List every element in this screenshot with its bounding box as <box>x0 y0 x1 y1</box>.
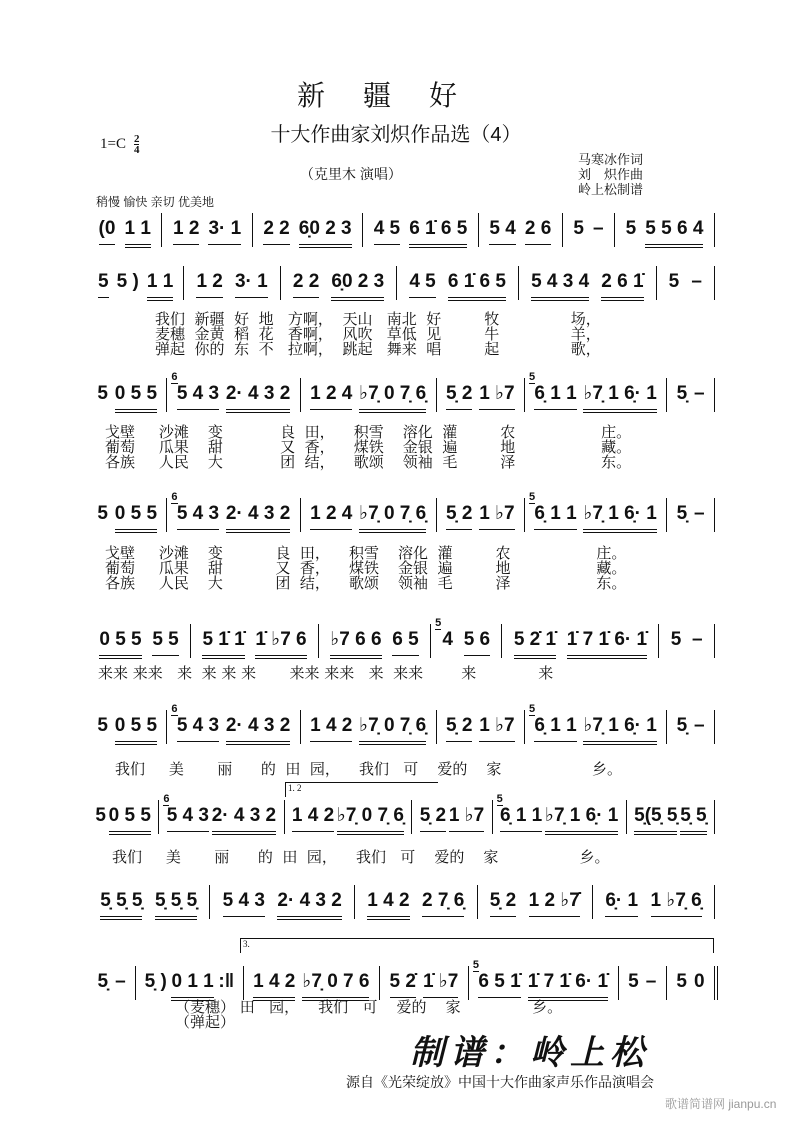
measure <box>524 703 666 744</box>
note-group: 5̣ <box>676 383 688 404</box>
arranger: 岭上松制谱 <box>578 182 644 197</box>
grace-note: 6 <box>171 703 178 715</box>
note-group: 1 ♭7̣ 6̣ <box>651 889 702 917</box>
note-group: 1 ♭7 <box>449 804 484 832</box>
measure <box>300 378 436 412</box>
note-group: 4 <box>442 629 453 650</box>
note-group: 5 2̇ 1̇ <box>514 628 556 659</box>
note-group: 5̣ <box>97 971 109 992</box>
arranger-signature: 制谱：岭上松 <box>410 1033 650 1073</box>
note-group: 2 2 <box>293 270 319 298</box>
measure <box>135 966 242 1000</box>
tempo-marking: 稍慢 愉快 亲切 优美地 <box>96 195 215 209</box>
measure <box>524 371 666 412</box>
note-group: – <box>691 271 702 292</box>
note-group: 5 5 6 4 <box>645 217 703 248</box>
lyric-line: 我们 美 丽 的 田 园， 我们 可 爱的 家 乡。 <box>112 848 610 866</box>
measure <box>468 959 618 1000</box>
note-group: 6̣ 1 1 <box>500 804 542 832</box>
lyric-line: 葡萄 瓜果 甜 又 香， 煤铁 金银 遍 地 藏。 <box>105 559 627 577</box>
note-group: 6̣ 1 1 <box>534 714 576 742</box>
note-group: 5 <box>95 805 106 826</box>
note-group: – <box>694 715 705 736</box>
measure <box>362 213 478 247</box>
grace-note: 6 <box>171 371 178 383</box>
measure <box>280 266 396 300</box>
note-group: 1 4 2 <box>310 714 352 742</box>
measure <box>618 966 666 1000</box>
song-title: 新疆好 <box>296 79 495 112</box>
note-group: 0 1 1 <box>171 970 213 1001</box>
note-group: 0 5 5 <box>115 714 157 745</box>
measure <box>209 885 354 919</box>
note-group: 1 4 2 <box>367 889 409 920</box>
note-group: 5 4 3 <box>177 502 219 530</box>
note-group: 5̣ 5̣ 5̣ <box>100 889 142 920</box>
note-group: 5 4 3 4 <box>531 270 589 301</box>
composer: 刘 炽作曲 <box>578 167 644 182</box>
measure <box>436 710 524 744</box>
measure <box>88 710 166 744</box>
note-group: 5̣ ) <box>144 971 167 992</box>
note-group: 6 5 1̇ <box>478 970 520 998</box>
watermark: 歌谱简谱网 jianpu.cn <box>665 1097 777 1111</box>
measure <box>562 213 614 247</box>
key: 1=C <box>100 135 126 152</box>
measure <box>88 800 158 834</box>
note-group: 4 5 <box>409 270 435 298</box>
measure <box>666 966 714 1000</box>
measure <box>158 793 283 834</box>
note-group: 5 6 <box>464 628 490 656</box>
note-group: 1 ♭7 <box>479 502 514 530</box>
note-group: 5̣ <box>676 503 688 524</box>
measure <box>411 800 491 834</box>
time-top: 2 <box>133 133 140 145</box>
note-group: 1 ♭7 <box>479 382 514 410</box>
note-group: 1 2 4 <box>310 382 352 410</box>
note-group: 6 1̇ 6 5 <box>409 217 467 248</box>
measure <box>666 378 714 412</box>
measure <box>518 266 656 300</box>
measure <box>88 498 166 532</box>
note-group: 5 <box>625 218 637 239</box>
staff-row <box>88 703 715 744</box>
note-group: 2 7̣ 6̣ <box>422 889 464 917</box>
note-group: 1 ♭7 <box>479 714 514 742</box>
note-group: ♭7̣ 0 7̣ 6̣ <box>359 502 426 533</box>
note-group: 1 1 <box>125 217 151 248</box>
note-group: 5 <box>98 270 109 298</box>
measure <box>284 800 412 834</box>
subtitle: 十大作曲家刘炽作品选（4） <box>270 124 522 146</box>
note-group: 5 <box>97 383 108 404</box>
note-group: 5 <box>668 271 680 292</box>
lyric-line: 弹起 你的 东 不 拉啊， 跳起 舞来 唱 起 歌， <box>155 340 601 358</box>
measure <box>166 703 299 744</box>
staff-row <box>88 491 715 532</box>
lyric-line: 来来 来来 来 来 来 来 来来 来来 来 来来 来 来 <box>98 664 554 682</box>
measure <box>501 624 658 658</box>
lyric-line: 我们 美 丽 的 田 园， 我们 可 爱的 家 乡。 <box>115 760 623 778</box>
note-group: 2 6 1̇ <box>601 270 643 301</box>
note-group: 1 1 <box>147 270 173 301</box>
measure <box>592 885 714 919</box>
note-group: 3· 1 <box>208 217 241 245</box>
note-group: 5 1̇ 1̇ <box>202 628 244 659</box>
note-group: 5 <box>97 503 108 524</box>
performer: （克里木 演唱） <box>300 166 402 182</box>
grace-note: 6 <box>171 491 178 503</box>
note-group: 5̣ 5̣ <box>680 804 706 835</box>
note-group: 5 ) <box>116 271 139 292</box>
measure <box>300 498 436 532</box>
note-group: – <box>115 971 126 992</box>
note-group: 5 <box>670 629 682 650</box>
staff-row <box>88 617 715 658</box>
note-group: 1 2 ♭7̇ <box>529 889 580 917</box>
note-group: ♭7 6 6 <box>330 628 381 659</box>
note-group: ♭7̣ 1 6̣· 1 <box>583 382 656 413</box>
time-signature <box>134 134 140 155</box>
note-group: ♭7̣ 1 6̣· 1 <box>583 714 656 745</box>
staff-row <box>88 959 718 1000</box>
note-group: 6̣ 1 1 <box>534 382 576 410</box>
note-group: 5̣ 2 <box>446 714 472 742</box>
lyric-line: （弹起） <box>175 1013 236 1031</box>
note-group: 1 2 4 <box>310 502 352 530</box>
note-group: ♭7̣ 1 6̣· 1 <box>545 804 618 835</box>
lyricist: 马寒冰作词 <box>578 152 644 167</box>
key-signature <box>100 134 139 155</box>
note-group: 6̣ 1 1 <box>534 502 576 530</box>
measure <box>436 498 524 532</box>
note-group: 1 2 <box>196 270 222 298</box>
note-group: 6̣· 1 <box>605 889 638 917</box>
grace-note: 6 <box>163 793 170 805</box>
note-group: ♭7̣ 0 7 6 <box>302 970 369 1001</box>
note-group: 1̇ ♭7 <box>423 970 458 998</box>
note-group: 0 5 5 <box>99 628 141 659</box>
note-group: :‖ <box>218 971 235 992</box>
staff-row <box>88 885 715 919</box>
note-group: 2· 4 3 2 <box>212 804 276 835</box>
measure <box>477 885 593 919</box>
measure <box>190 624 318 658</box>
measure <box>396 266 518 300</box>
note-group: ♭7̣ 0 7̣ 6̣ <box>359 714 426 745</box>
note-group: 5̣(5̣ 5̣ <box>634 804 677 835</box>
measure <box>658 624 714 658</box>
time-bottom: 4 <box>133 144 140 156</box>
note-group: 5 <box>97 715 108 736</box>
measure <box>656 266 714 300</box>
note-group: 6̣0 2 3 <box>299 217 352 248</box>
measure <box>166 371 299 412</box>
measure <box>492 793 626 834</box>
note-group: 3· 1 <box>235 270 268 298</box>
measure <box>88 378 166 412</box>
note-group: ♭7̣ 0 7̣ 6̣ <box>359 382 426 413</box>
measure <box>614 213 714 247</box>
note-group: 0 5 5 <box>115 382 157 413</box>
measure <box>354 885 476 919</box>
note-group: 5̣ 5̣ 5̣ <box>155 889 197 920</box>
note-group: – <box>694 383 705 404</box>
note-group: 2· 4 3 2 <box>226 714 290 745</box>
note-group: 5̣ 2 <box>420 804 446 832</box>
lyric-line: 麦穗 金黄 稻 花 香啊， 风吹 草低 见 牛 羊， <box>155 325 601 343</box>
grace-note: 5 <box>472 959 480 971</box>
measure <box>88 624 190 658</box>
volta-third: 3. <box>240 938 714 953</box>
note-group: 2· 4 3 2 <box>226 382 290 413</box>
measure <box>379 966 468 1000</box>
grace-note: 5 <box>435 617 442 629</box>
note-group: – <box>692 629 703 650</box>
lyric-line: 各族 人民 大 团 结， 歌颂 领袖 毛 泽 东。 <box>105 574 627 592</box>
note-group: 6 5 <box>392 628 418 656</box>
note-group: 1̇ 7 1̇ 6· 1̇ <box>567 628 647 659</box>
note-group: (0 <box>99 217 116 245</box>
note-group: 5 4 3 <box>177 382 219 410</box>
lyric-line: 戈壁 沙滩 变 良 田， 积雪 溶化 灌 农 庄。 <box>105 544 627 562</box>
note-group: 5 <box>628 971 639 992</box>
staff-row <box>88 266 715 300</box>
credits <box>578 152 643 197</box>
note-group: 5 <box>573 218 584 239</box>
measure <box>626 800 714 834</box>
note-group: 1̇ 7 1̇ 6· 1̇ <box>528 970 608 1001</box>
note-group: 0 5 5 <box>115 502 157 533</box>
note-group: ♭7̣ 0 7̣ 6̣ <box>337 804 404 835</box>
measure <box>161 213 251 247</box>
note-group: 1̇ ♭7 6 <box>255 628 306 659</box>
measure <box>183 266 279 300</box>
note-group: 5 4 <box>489 217 515 245</box>
note-group: 1 4 2 <box>253 970 295 1001</box>
note-group: 2 6 <box>525 217 551 245</box>
lyric-line: 葡萄 瓜果 甜 又 香， 煤铁 金银 遍 地 藏。 <box>105 438 632 456</box>
lyric-line: （麦穗） 田 园， 我们 可 爱的 家 乡。 <box>175 998 563 1016</box>
note-group: – <box>593 218 604 239</box>
note-group: ♭7̣ 1 6̣· 1 <box>583 502 656 533</box>
grace-note: 5 <box>529 371 536 383</box>
note-group: 5 4 3 <box>167 804 209 832</box>
measure <box>318 624 430 658</box>
note-group: 0 5 5 <box>109 804 151 835</box>
grace-note: 5 <box>529 703 536 715</box>
note-group: 4 5 <box>374 217 400 245</box>
lyric-line: 戈壁 沙滩 变 良 田， 积雪 溶化 灌 农 庄。 <box>105 423 632 441</box>
note-group: 5̣ <box>676 715 688 736</box>
note-group: 1 2 <box>173 217 199 245</box>
measure <box>478 213 562 247</box>
note-group: 5 5 <box>152 628 178 656</box>
measure <box>243 966 379 1000</box>
note-group: 2 2 <box>263 217 289 245</box>
staff-row <box>88 793 715 834</box>
staff-row <box>88 213 715 247</box>
note-group: 5̣ 2 <box>446 382 472 410</box>
measure <box>436 378 524 412</box>
note-group: 2· 4 3 2 <box>226 502 290 533</box>
lyric-line: 我们 新疆 好 地 方啊， 天山 南北 好 牧 场， <box>155 310 601 328</box>
volta-first: 1. 2 <box>285 782 438 797</box>
staff-row <box>88 371 715 412</box>
measure <box>524 491 666 532</box>
note-group: 5 4 3 <box>177 714 219 742</box>
measure <box>252 213 362 247</box>
note-group: – <box>645 971 657 992</box>
note-group: – <box>694 503 705 524</box>
lyric-line: 各族 人民 大 团 结， 歌颂 领袖 毛 泽 东。 <box>105 453 632 471</box>
grace-note: 5 <box>496 793 503 805</box>
measure <box>430 617 501 658</box>
measure <box>88 966 135 1000</box>
measure <box>88 213 161 247</box>
note-group: 5 <box>676 971 687 992</box>
source-note: 源自《光荣绽放》中国十大作曲家声乐作品演唱会 <box>346 1074 654 1090</box>
note-group: 0 <box>693 971 705 992</box>
measure <box>166 491 299 532</box>
note-group: 5̣ 2 <box>446 502 472 530</box>
measure <box>88 266 183 300</box>
note-group: 2· 4 3 2 <box>277 889 341 920</box>
note-group: 5 4 3 <box>223 889 265 917</box>
note-group: 6 1̇ 6 5 <box>448 270 506 301</box>
note-group: 6̣0 2 3 <box>331 270 384 301</box>
note-group: 5̣ 2 <box>490 889 516 917</box>
measure <box>666 710 714 744</box>
note-group: 5 2̇ <box>390 970 416 998</box>
note-group: 1 4 2 <box>292 804 334 832</box>
grace-note: 5 <box>529 491 536 503</box>
measure <box>88 885 209 919</box>
measure <box>666 498 714 532</box>
measure <box>300 710 436 744</box>
